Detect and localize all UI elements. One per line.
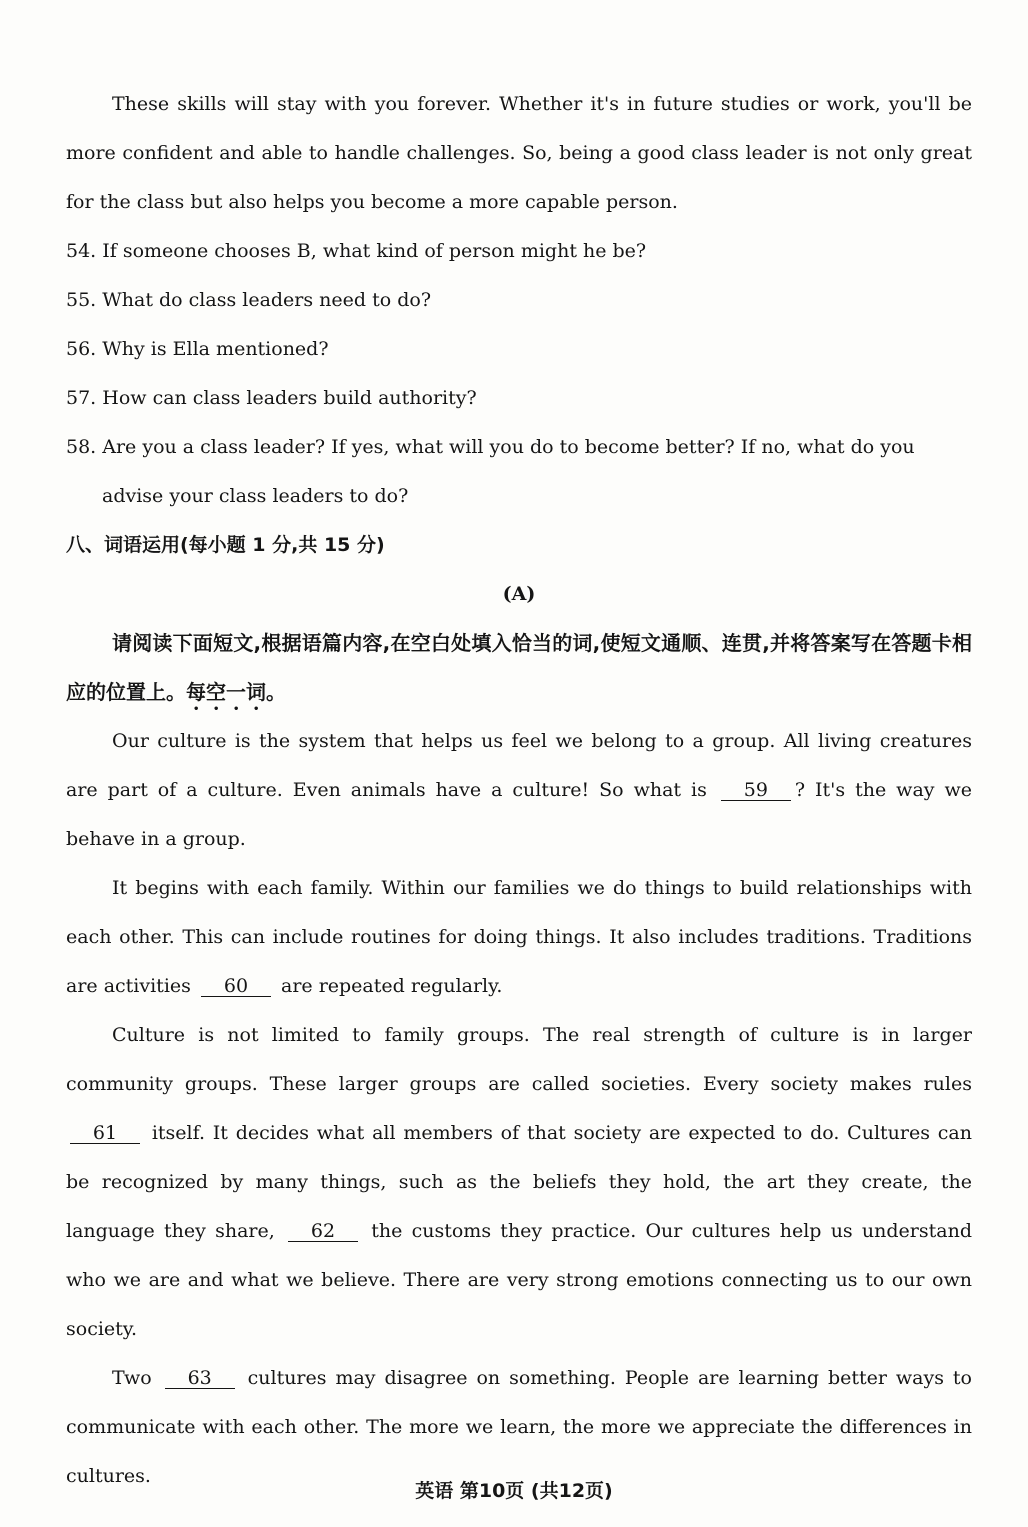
passage-text: the customs they practice. Our cultures help us understand who we are and what we believe. There are very strong emotions connecting us to our own society. — [66, 1220, 972, 1340]
intro-paragraph: These skills will stay with you forever. Whether it's in future studies or work, you'll be more confident and able to handle challenges. So, being a good class leader is not only great for the class but also helps you become a more capable person. — [66, 93, 972, 213]
passage-text: Our culture is the system that helps us feel we belong to a group. All living creatures are part of a culture. Even animals have a culture! So what is — [66, 730, 972, 801]
question-58-continued: advise your class leaders to do? — [102, 485, 409, 507]
question-58: 58. Are you a class leader? If yes, what will you do to become better? If no, what do you — [66, 436, 915, 458]
question-54: 54. If someone chooses B, what kind of person might he be? — [66, 240, 647, 262]
question-list — [66, 227, 972, 521]
question-57: 57. How can class leaders build authority? — [66, 387, 477, 409]
part-label: (A) — [502, 583, 536, 605]
question-56: 56. Why is Ella mentioned? — [66, 338, 329, 360]
blank-60: 60 — [201, 976, 271, 997]
passage-paragraph-2 — [66, 864, 972, 1011]
passage-paragraph-1 — [66, 717, 972, 864]
blank-61: 61 — [70, 1123, 140, 1144]
blank-63: 63 — [165, 1368, 235, 1389]
passage-text: itself. It decides what all members of that society are expected to do. Cultures can be recognized by many things, such as the beliefs they hold, the art they create, the language they share, — [66, 1122, 972, 1242]
passage-text: It begins with each family. Within our families we do things to build relationships with each other. This can include routines for doing things. It also includes traditions. Traditions are activities — [66, 877, 972, 997]
passage-text: ? It's the way we behave in a group. — [66, 779, 972, 850]
passage-text: Culture is not limited to family groups. The real strength of culture is in larger community groups. These larger groups are called societies. Every society makes rules — [66, 1024, 972, 1095]
directions-end: 。 — [266, 680, 286, 704]
directions-text: 请阅读下面短文,根据语篇内容,在空白处填入恰当的词,使短文通顺、连贯,并将答案写在答题卡相应的位置上。 — [66, 631, 972, 704]
question-55: 55. What do class leaders need to do? — [66, 289, 432, 311]
directions — [66, 619, 972, 717]
page-footer: 英语 第10页 (共12页) — [415, 1480, 613, 1502]
section-title: 八、词语运用(每小题 1 分,共 15 分) — [66, 534, 385, 556]
blank-62: 62 — [288, 1221, 358, 1242]
directions-emphasis: 每空一词 — [186, 680, 266, 704]
passage-text: are repeated regularly. — [281, 975, 503, 997]
passage-text: Two — [112, 1367, 152, 1389]
passage-text: cultures may disagree on something. People are learning better ways to communicate with each other. The more we learn, the more we appreciate the differences in cultures. — [66, 1367, 972, 1487]
passage-paragraph-3 — [66, 1011, 972, 1354]
blank-59: 59 — [721, 780, 791, 801]
